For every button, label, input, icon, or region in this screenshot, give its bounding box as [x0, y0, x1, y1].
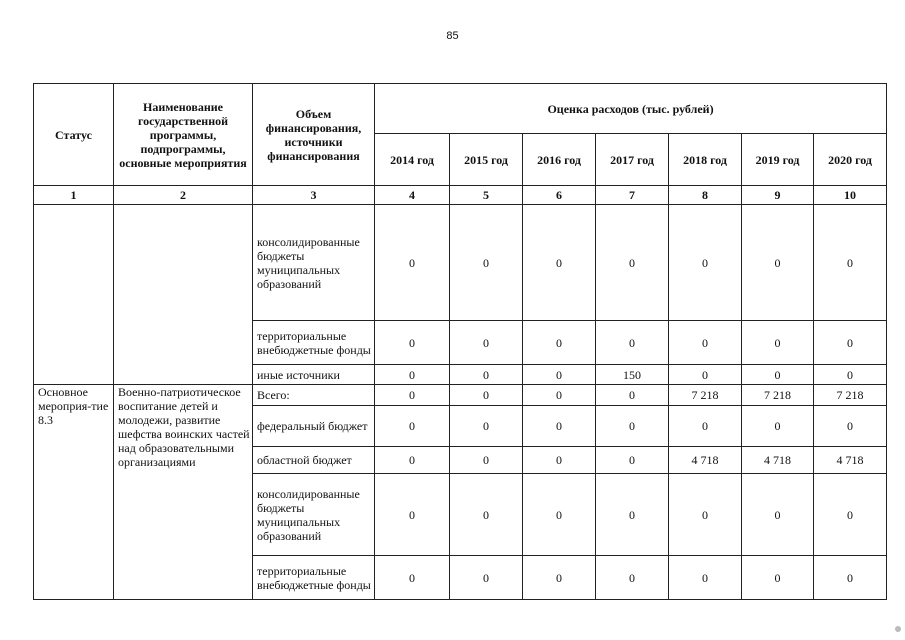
- header-estimate: Оценка расходов (тыс. рублей): [375, 84, 887, 134]
- value-cell: 0: [669, 321, 742, 365]
- year-2014: 2014 год: [375, 134, 450, 186]
- index-7: 7: [596, 186, 669, 205]
- value-cell: 0: [450, 321, 523, 365]
- value-cell: 7 218: [669, 385, 742, 406]
- source-cell: иные источники: [253, 365, 375, 385]
- year-2015: 2015 год: [450, 134, 523, 186]
- value-cell: 0: [375, 556, 450, 600]
- value-cell: 0: [742, 556, 814, 600]
- value-cell: 0: [596, 385, 669, 406]
- value-cell: 0: [375, 385, 450, 406]
- value-cell: 0: [375, 447, 450, 474]
- value-cell: 0: [596, 205, 669, 321]
- header-status: Статус: [34, 84, 114, 186]
- value-cell: 0: [523, 474, 596, 556]
- value-cell: 0: [375, 365, 450, 385]
- value-cell: 0: [375, 474, 450, 556]
- value-cell: 0: [523, 385, 596, 406]
- source-cell: областной бюджет: [253, 447, 375, 474]
- value-cell: 0: [596, 406, 669, 447]
- value-cell: 0: [450, 474, 523, 556]
- index-1: 1: [34, 186, 114, 205]
- value-cell: 0: [669, 365, 742, 385]
- year-2018: 2018 год: [669, 134, 742, 186]
- header-funding: Объем финансирования, источники финансирования: [253, 84, 375, 186]
- value-cell: 0: [742, 365, 814, 385]
- page-corner-mark: [895, 626, 901, 632]
- index-6: 6: [523, 186, 596, 205]
- year-2020: 2020 год: [814, 134, 887, 186]
- value-cell: 0: [450, 447, 523, 474]
- value-cell: 0: [596, 556, 669, 600]
- value-cell: 0: [596, 474, 669, 556]
- value-cell: 0: [450, 406, 523, 447]
- table-row: [34, 205, 887, 321]
- source-cell: консолидированные бюджеты муниципальных образований: [253, 474, 375, 556]
- value-cell: 0: [450, 205, 523, 321]
- value-cell: 0: [596, 321, 669, 365]
- value-cell: 7 218: [814, 385, 887, 406]
- value-cell: 0: [814, 321, 887, 365]
- year-2019: 2019 год: [742, 134, 814, 186]
- index-8: 8: [669, 186, 742, 205]
- table-row: [34, 385, 887, 406]
- value-cell: 0: [523, 365, 596, 385]
- value-cell: 0: [375, 205, 450, 321]
- header-name: Наименование государственной программы, подпрограммы, основные мероприятия: [114, 84, 253, 186]
- value-cell: 0: [814, 205, 887, 321]
- value-cell: 0: [450, 556, 523, 600]
- index-10: 10: [814, 186, 887, 205]
- value-cell: 0: [814, 406, 887, 447]
- source-cell: федеральный бюджет: [253, 406, 375, 447]
- year-2017: 2017 год: [596, 134, 669, 186]
- name-cell: Военно-патриотическое воспитание детей и молодежи, развитие шефства воинских частей над образовательными организациями: [114, 385, 253, 600]
- value-cell: 0: [375, 321, 450, 365]
- value-cell: 7 218: [742, 385, 814, 406]
- value-cell: 0: [523, 321, 596, 365]
- value-cell: 0: [814, 556, 887, 600]
- value-cell: 0: [742, 205, 814, 321]
- value-cell: 0: [742, 406, 814, 447]
- value-cell: 0: [669, 474, 742, 556]
- value-cell: 0: [523, 406, 596, 447]
- index-9: 9: [742, 186, 814, 205]
- value-cell: 0: [523, 447, 596, 474]
- source-cell: консолидированные бюджеты муниципальных образований: [253, 205, 375, 321]
- index-3: 3: [253, 186, 375, 205]
- value-cell: 0: [742, 321, 814, 365]
- value-cell: 0: [596, 447, 669, 474]
- value-cell: 0: [814, 474, 887, 556]
- value-cell: 0: [450, 385, 523, 406]
- value-cell: 0: [742, 474, 814, 556]
- status-cell-empty: [34, 205, 114, 385]
- value-cell: 0: [375, 406, 450, 447]
- source-cell: Всего:: [253, 385, 375, 406]
- header-row-1: [34, 84, 887, 134]
- status-cell: Основное мероприя-тие 8.3: [34, 385, 114, 600]
- index-4: 4: [375, 186, 450, 205]
- value-cell: 4 718: [669, 447, 742, 474]
- value-cell: 0: [669, 205, 742, 321]
- value-cell: 0: [669, 556, 742, 600]
- value-cell: 4 718: [742, 447, 814, 474]
- value-cell: 0: [669, 406, 742, 447]
- value-cell: 0: [523, 556, 596, 600]
- source-cell: территориальные внебюджетные фонды: [253, 556, 375, 600]
- header-index-row: [34, 186, 887, 205]
- value-cell: 0: [523, 205, 596, 321]
- value-cell: 0: [814, 365, 887, 385]
- index-2: 2: [114, 186, 253, 205]
- value-cell: 150: [596, 365, 669, 385]
- page-number: 85: [446, 30, 459, 42]
- source-cell: территориальные внебюджетные фонды: [253, 321, 375, 365]
- value-cell: 0: [450, 365, 523, 385]
- value-cell: 4 718: [814, 447, 887, 474]
- year-2016: 2016 год: [523, 134, 596, 186]
- budget-table: [33, 83, 887, 600]
- index-5: 5: [450, 186, 523, 205]
- name-cell-empty: [114, 205, 253, 385]
